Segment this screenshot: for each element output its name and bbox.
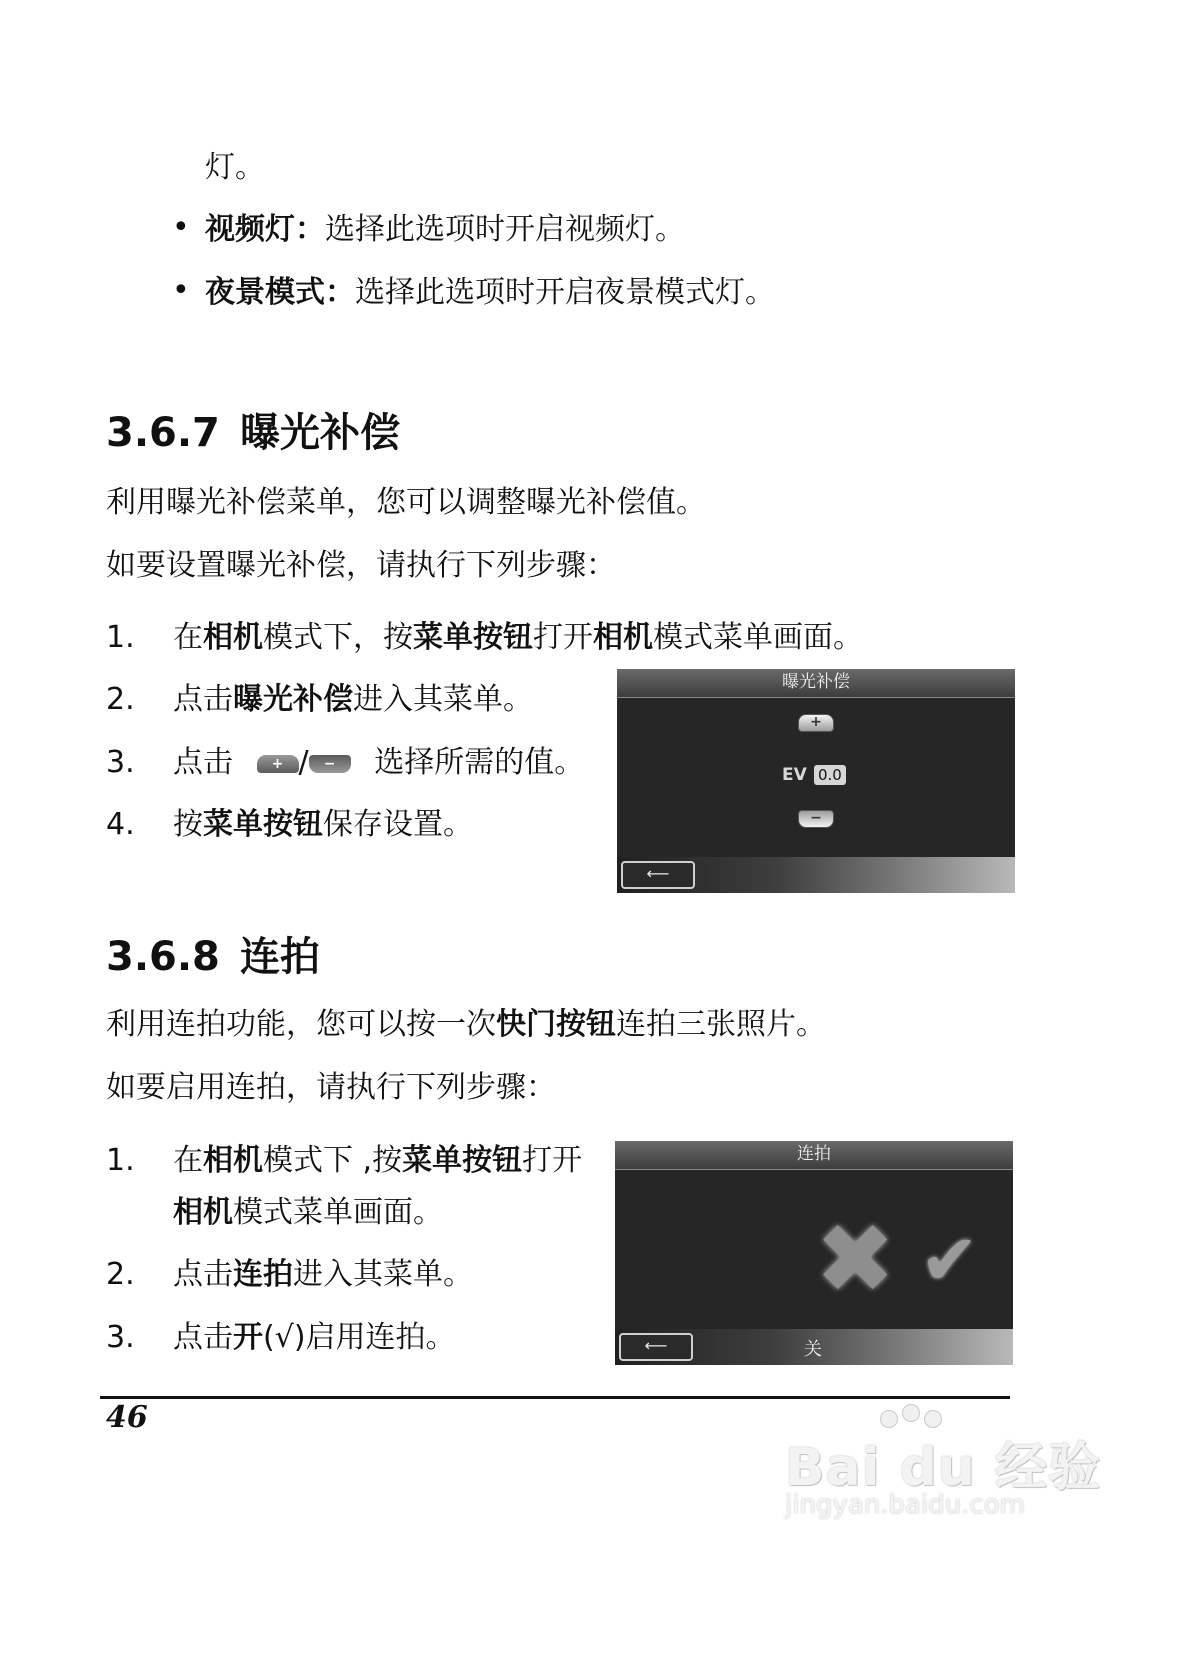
plus-icon[interactable]: + (798, 714, 834, 732)
ev-value: 0.0 (814, 765, 846, 785)
step-text (173, 1141, 582, 1181)
step-part: 按 (173, 807, 203, 842)
step-number: 4. (106, 807, 135, 842)
step-part: 模式下，按 (263, 620, 413, 655)
step-text (173, 680, 533, 720)
bullet-text: 选择此选项时开启视频灯。 (325, 212, 685, 247)
bullet-video-light (205, 210, 685, 250)
step-term: 菜单按钮 (402, 1143, 523, 1178)
paragraph (106, 1005, 826, 1045)
step-number: 3. (106, 745, 135, 780)
step-number: 2. (106, 1257, 135, 1292)
step-term: 相机 (203, 1143, 263, 1178)
burst-screen (615, 1141, 1013, 1365)
step-part: 在 (173, 620, 203, 655)
step-separator: / (298, 745, 309, 780)
step-part: 点击 (173, 1320, 233, 1355)
step-number: 1. (106, 1143, 135, 1178)
step-term: 开 (233, 1320, 263, 1355)
paw-icon (902, 1404, 920, 1422)
paragraph: 如要设置曝光补偿，请执行下列步骤： (106, 548, 616, 583)
step-number: 3. (106, 1320, 135, 1355)
minus-button-icon: − (309, 755, 351, 773)
step-term: 菜单按钮 (413, 620, 533, 655)
section-number: 3.6.7 (106, 410, 220, 456)
paragraph: 利用曝光补偿菜单，您可以调整曝光补偿值。 (106, 485, 706, 520)
step-part: 打开 (522, 1143, 583, 1178)
step-term: 连拍 (233, 1257, 293, 1292)
section-title: 曝光补偿 (240, 410, 400, 456)
step-term: 曝光补偿 (233, 682, 353, 717)
off-x-icon[interactable]: ✖ (815, 1203, 896, 1315)
step-part: 保存设置。 (323, 807, 473, 842)
step-text (173, 618, 863, 658)
ev-label: EV (782, 765, 807, 785)
step-text (173, 743, 584, 783)
bullet-dot: • (172, 210, 190, 245)
bullet-dot: • (172, 273, 190, 308)
plus-button-icon: + (257, 755, 299, 773)
screen-bottom-bar (615, 1329, 1013, 1365)
step-part: 进入其菜单。 (353, 682, 533, 717)
para-part: 连拍三张照片。 (616, 1007, 826, 1042)
para-part: 利用连拍功能，您可以按一次 (106, 1007, 496, 1042)
step-part: 点击 (173, 745, 233, 780)
step-part: 打开 (533, 620, 593, 655)
step-part: (√)启用连拍。 (263, 1320, 456, 1355)
step-number: 2. (106, 682, 135, 717)
bullet-term: 夜景模式： (205, 275, 355, 310)
footer-rule (100, 1396, 1010, 1399)
step-part: 模式菜单画面。 (653, 620, 863, 655)
screen-title: 曝光补偿 (617, 669, 1015, 698)
page-number: 46 (106, 1400, 148, 1435)
step-text (173, 1318, 456, 1358)
back-arrow-icon[interactable]: ⟵ (621, 861, 695, 889)
step-part: 点击 (173, 1257, 233, 1292)
step-term: 相机 (203, 620, 263, 655)
step-part: 在 (173, 1143, 203, 1178)
step-part: 选择所需的值。 (374, 745, 585, 780)
minus-icon[interactable]: − (798, 810, 834, 828)
step-part: 点击 (173, 682, 233, 717)
step-term: 菜单按钮 (203, 807, 323, 842)
step-term: 相机 (593, 620, 653, 655)
state-label: 关 (804, 1339, 822, 1360)
screen-title: 连拍 (615, 1141, 1013, 1170)
continued-line: 灯。 (205, 150, 265, 185)
step-number: 1. (106, 620, 135, 655)
watermark-logo: Bai du 经验 (785, 1438, 1101, 1498)
watermark-url: jingyan.baidu.com (785, 1490, 1025, 1520)
section-title: 连拍 (240, 934, 320, 980)
step-text (173, 805, 473, 845)
step-part: 模式下 ,按 (263, 1143, 403, 1178)
on-check-icon[interactable]: ✔ (920, 1219, 979, 1301)
step-part: 进入其菜单。 (293, 1257, 473, 1292)
exposure-screen (617, 669, 1015, 893)
bullet-text: 选择此选项时开启夜景模式灯。 (355, 275, 775, 310)
para-term: 快门按钮 (496, 1007, 616, 1042)
step-text (173, 1255, 473, 1295)
bullet-term: 视频灯： (205, 212, 325, 247)
step-part: 模式菜单画面。 (233, 1195, 443, 1230)
paragraph: 如要启用连拍，请执行下列步骤： (106, 1070, 556, 1105)
step-term: 相机 (173, 1195, 233, 1230)
step-text-continued (173, 1193, 443, 1233)
screen-bottom-bar (617, 857, 1015, 893)
section-number: 3.6.8 (106, 934, 220, 980)
back-arrow-icon[interactable]: ⟵ (619, 1333, 693, 1361)
bullet-night-mode (205, 273, 775, 313)
